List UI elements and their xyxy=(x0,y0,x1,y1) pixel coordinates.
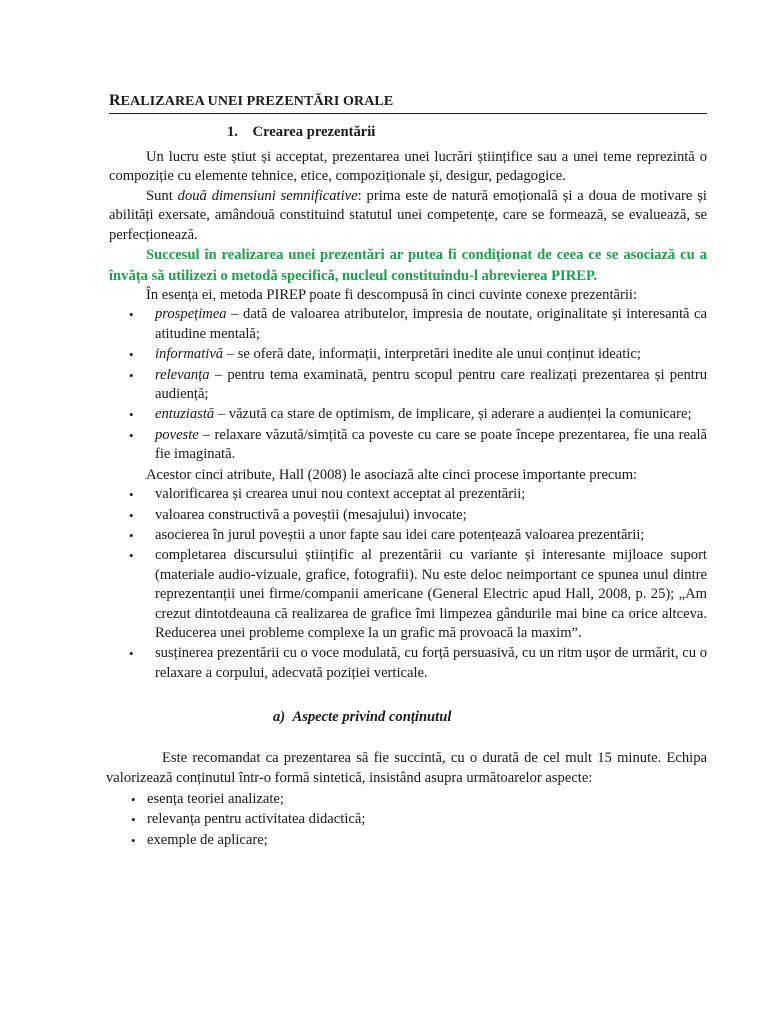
title-rest: EALIZAREA UNEI PREZENTĂRI ORALE xyxy=(120,94,394,109)
paragraph-dimensions-italic: două dimensiuni semnificative xyxy=(177,187,358,204)
bullet-icon: • xyxy=(129,407,134,423)
list-item xyxy=(109,810,707,829)
list-item-term: informativă xyxy=(155,346,224,363)
list-item xyxy=(109,366,707,405)
content-block xyxy=(106,749,707,850)
section-title: Crearea prezentării xyxy=(252,124,376,140)
subsection-letter: a) xyxy=(273,709,286,726)
list-item xyxy=(109,644,707,683)
bullet-icon: • xyxy=(129,548,134,564)
list-item-text: – pentru tema examinată, pentru scopul pentru care realizați prezentarea și pentru audiență; xyxy=(155,366,707,403)
bullet-icon: • xyxy=(129,427,134,443)
bullet-icon: • xyxy=(129,646,134,662)
list-item-text: relevanța pentru activitatea didactică; xyxy=(147,811,366,828)
list-item xyxy=(109,405,707,424)
hall-list xyxy=(109,485,707,683)
list-item-text: esența teoriei analizate; xyxy=(147,790,284,807)
pirep-list xyxy=(109,305,707,464)
bullet-icon: • xyxy=(129,507,134,523)
bullet-icon: • xyxy=(129,367,134,383)
paragraph-success-highlight: Succesul în realizarea unei prezentări ar putea fi condiționat de ceea ce se asociază cu a învăța să utilizezi o metodă specifică, nucleul constituindu-l abrevierea PIREP. xyxy=(109,247,707,284)
subsection-title: Aspecte privind conținutul xyxy=(292,709,452,726)
list-item-text: asocierea în jurul poveștii a unor fapte sau idei care potențează valoarea prezentării; xyxy=(155,526,645,543)
paragraph-dimensions xyxy=(109,187,707,245)
paragraph-dimensions-end: : prima este de natură emoțională și a doua de motivare și abilități exersate, amândouă constituind statutul unei competențe, care se formează, se evaluează, se perfecționează. xyxy=(109,187,707,243)
list-item xyxy=(109,506,707,525)
bullet-icon: • xyxy=(131,812,136,828)
list-item xyxy=(109,546,707,643)
list-item-text: exemple de aplicare; xyxy=(147,831,268,848)
list-item-text: completarea discursului științific al prezentării cu variante și interesante mijloace suport (materiale audio-vizuale, grafice, fotografii). Nu este deloc neimportant ce spunea unul dintre reprezentanții unei firme/companii americane (General Electric apud Hall, 2008, p. 25); „Am crezut dintotdeauna că realizarea de grafice îmi limpezea gândurile mai bine ca orice altceva. Reducerea unei probleme complexe la un grafic mă provoacă la maxim”. xyxy=(155,547,707,641)
list-item-text: – dată de valoarea atributelor, impresia de noutate, originalitate și interesantă ca atitudine mentală; xyxy=(155,306,707,342)
list-item-term: relevanța xyxy=(155,366,210,383)
title-first-letter: R xyxy=(109,92,121,109)
list-item xyxy=(109,426,707,465)
paragraph-content: Este recomandat ca prezentarea să fie succintă, cu o durată de cel mult 15 minute. Echipa valorizează conținutul într-o formă sintetică, insistând asupra următoarelor aspecte: xyxy=(106,750,707,786)
list-item-text: valorificarea și crearea unui nou context acceptat al prezentării; xyxy=(155,486,526,503)
list-item-text: – se oferă date, informații, interpretări inedite ale unui conținut ideatic; xyxy=(223,346,641,363)
paragraph-hall-intro: Acestor cinci atribute, Hall (2008) le asociază alte cinci procese importante precum: xyxy=(146,466,638,483)
list-item-term: poveste xyxy=(155,426,199,443)
list-item xyxy=(109,345,707,364)
bullet-icon: • xyxy=(131,832,136,848)
list-item xyxy=(109,526,707,545)
paragraph-dimensions-start: Sunt xyxy=(146,187,178,204)
list-item-text: susținerea prezentării cu o voce modulată, cu forță persuasivă, cu un ritm ușor de urmărit, cu o relaxare a corpului, adecvată poziției verticale. xyxy=(155,645,707,681)
list-item-term: entuziastă xyxy=(155,406,215,423)
list-item-text: – relaxare văzută/simțită ca poveste cu care se poate începe prezentarea, fie una reală fie imaginată. xyxy=(155,426,707,463)
list-item xyxy=(109,790,707,809)
section-heading xyxy=(227,122,707,142)
list-item-term: prospețimea xyxy=(155,306,227,323)
document-page xyxy=(106,92,707,851)
list-item-text: valoarea constructivă a poveștii (mesajului) invocate; xyxy=(155,506,467,523)
bullet-icon: • xyxy=(129,307,134,323)
list-item xyxy=(109,831,707,850)
paragraph-intro: Un lucru este știut și acceptat, prezentarea unei lucrări științifice sau a unei teme reprezintă o compoziție cu elemente tehnice, etice, compoziționale și, desigur, pedagogice. xyxy=(109,149,707,185)
subsection-heading xyxy=(273,707,707,727)
list-item xyxy=(109,305,707,344)
content-list xyxy=(109,790,707,850)
list-item-text: – văzută ca stare de optimism, de implicare, și aderare a audienței la comunicare; xyxy=(214,406,692,423)
paragraph-pirep-intro: În esența ei, metoda PIREP poate fi descompusă în cinci cuvinte conexe prezentării: xyxy=(146,287,638,304)
bullet-icon: • xyxy=(129,487,134,503)
bullet-icon: • xyxy=(129,347,134,363)
bullet-icon: • xyxy=(131,791,136,807)
section-number: 1. xyxy=(227,124,238,140)
bullet-icon: • xyxy=(129,527,134,543)
list-item xyxy=(109,485,707,504)
page-title xyxy=(109,92,707,114)
